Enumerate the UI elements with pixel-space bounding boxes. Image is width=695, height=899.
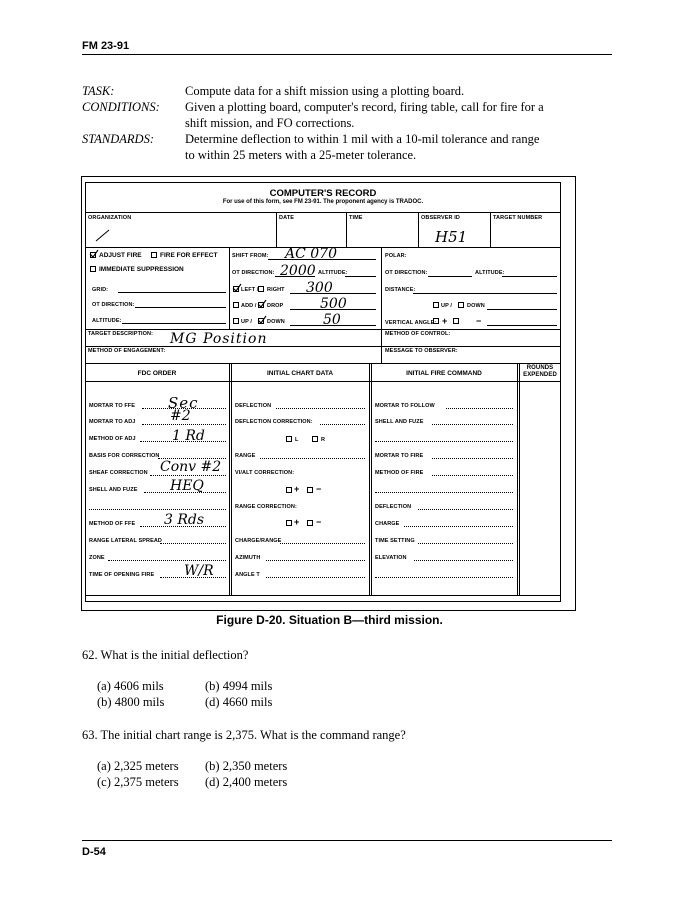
method-of-adj-value[interactable]: 1 Rd [172, 428, 205, 444]
method-of-control-label: METHOD OF CONTROL: [385, 331, 451, 337]
q63-option-a[interactable]: (a) 2,325 meters [97, 759, 179, 773]
method-of-fire-field[interactable] [432, 475, 513, 476]
down-right-checkbox[interactable] [458, 302, 464, 308]
divider [85, 363, 561, 364]
blank-fdc-field[interactable] [89, 509, 226, 510]
divider [229, 363, 230, 595]
sheaf-correction-label: SHEAF CORRECTION [89, 470, 148, 476]
altitude-mid-field[interactable] [345, 276, 376, 277]
valt-correction-label: VI/ALT CORRECTION: [235, 470, 295, 476]
ot-direction-mid-label: OT DIRECTION: [232, 270, 275, 276]
mortar-to-adj-value[interactable]: #2 [170, 408, 191, 424]
header-rule [82, 54, 612, 55]
ot-direction-right-label: OT DIRECTION: [385, 270, 428, 276]
standards-text-1: Determine deflection to within 1 mil with a 10-mil tolerance and range [185, 132, 540, 146]
form-title: COMPUTER'S RECORD [269, 188, 377, 199]
q62-option-c[interactable]: (b) 4800 mils [97, 695, 165, 709]
range-label: RANGE [235, 453, 256, 459]
expended-header: EXPENDED [523, 372, 557, 378]
sheaf-correction-value[interactable]: Conv #2 [160, 459, 222, 475]
altitude-right-label: ALTITUDE: [475, 270, 505, 276]
vertical-minus-sign: − [476, 316, 482, 326]
l-label: L [295, 437, 299, 443]
up-label: UP / [241, 319, 252, 325]
vertical-minus-checkbox[interactable] [453, 318, 459, 324]
shell-and-fuze-value[interactable]: HEQ [170, 478, 204, 494]
divider [381, 247, 382, 329]
add-checkbox[interactable] [233, 302, 239, 308]
q63-option-d[interactable]: (d) 2,400 meters [205, 775, 288, 789]
up-checkbox[interactable] [233, 318, 239, 324]
zone-label: ZONE [89, 555, 105, 561]
deflection-label: DEFLECTION [235, 403, 272, 409]
ot-direction-right-field[interactable] [428, 276, 472, 277]
range-lateral-spread-field[interactable] [160, 543, 226, 544]
observer-id-value[interactable]: H51 [435, 228, 468, 246]
range-minus-sign: − [316, 517, 322, 527]
ot-direction-field[interactable] [135, 307, 226, 308]
left-label: LEFT / [241, 287, 259, 293]
divider [229, 247, 230, 329]
q62-option-a[interactable]: (a) 4606 mils [97, 679, 164, 693]
check-mark-icon [89, 249, 99, 259]
valt-plus-checkbox[interactable] [286, 487, 292, 493]
altitude-right-field[interactable] [502, 276, 557, 277]
range-plus-checkbox[interactable] [286, 520, 292, 526]
mortar-to-adj-label: MORTAR TO ADJ [89, 419, 136, 425]
altitude-label: ALTITUDE: [92, 318, 122, 324]
charge-range-label: CHARGE/RANGE [235, 538, 282, 544]
footer-rule [82, 840, 612, 841]
divider [231, 363, 232, 595]
rounds-header: ROUNDS [526, 365, 554, 371]
down-right-label: DOWN [467, 303, 485, 309]
blank-fire-field[interactable] [375, 577, 513, 578]
q63-option-b[interactable]: (b) 2,350 meters [205, 759, 288, 773]
target-description-label: TARGET DESCRIPTION: [88, 331, 154, 337]
shift-from-value[interactable]: AC 070 [285, 246, 337, 262]
conditions-text-1: Given a plotting board, computer's record, firing table, call for fire for a [185, 100, 544, 114]
range-lateral-spread-label: RANGE LATERAL SPREAD [89, 538, 162, 544]
standards-text-2: to within 25 meters with a 25-meter tolerance. [185, 148, 417, 162]
right-label: RIGHT [267, 287, 285, 293]
zone-field[interactable] [108, 560, 226, 561]
r-label: R [321, 437, 326, 443]
conditions-label: CONDITIONS: [82, 100, 160, 114]
mortar-to-ffe-value[interactable]: Sec [168, 394, 199, 412]
up-right-label: UP / [441, 303, 452, 309]
polar-label: POLAR: [385, 253, 407, 259]
deflection-correction-field[interactable] [320, 424, 365, 425]
divider [418, 212, 419, 247]
mortar-to-fire-label: MORTAR TO FIRE [375, 453, 424, 459]
immediate-suppression-checkbox[interactable] [90, 266, 96, 272]
altitude-field[interactable] [122, 323, 226, 324]
q62-option-b[interactable]: (b) 4994 mils [205, 679, 273, 693]
shift-from-label: SHIFT FROM: [232, 253, 269, 259]
fire-for-effect-checkbox[interactable] [151, 252, 157, 258]
divider [85, 329, 561, 330]
pen-tick-mark [95, 228, 111, 242]
mortar-to-ffe-label: MORTAR TO FFE [89, 403, 136, 409]
header-title: FM 23-91 [82, 40, 130, 52]
question-62: 62. What is the initial deflection? [82, 648, 249, 662]
immediate-suppression-label: IMMEDIATE SUPPRESSION [99, 266, 184, 273]
mortar-to-adj-field[interactable] [142, 424, 226, 425]
deflection-correction-label: DEFLECTION CORRECTION: [235, 419, 313, 425]
divider [85, 381, 561, 382]
adjust-fire-label: ADJUST FIRE [99, 252, 142, 259]
initial-chart-data-header: INITIAL CHART DATA [266, 370, 334, 377]
fdc-order-header: FDC ORDER [137, 370, 177, 377]
vertical-angle-field[interactable] [487, 325, 557, 326]
angle-t-label: ANGLE T [235, 572, 260, 578]
standards-label: STANDARDS: [82, 132, 154, 146]
blank-fire-field[interactable] [375, 441, 513, 442]
page-number: D-54 [82, 846, 106, 858]
range-minus-checkbox[interactable] [307, 520, 313, 526]
time-of-opening-fire-value[interactable]: W/R [184, 563, 214, 579]
question-63: 63. The initial chart range is 2,375. What is the command range? [82, 728, 406, 742]
left-right-value[interactable]: 300 [306, 280, 333, 296]
method-of-adj-label: METHOD OF ADJ [89, 436, 136, 442]
observer-id-label: OBSERVER ID [421, 215, 460, 221]
altitude-mid-label: ALTITUDE: [318, 270, 348, 276]
fire-for-effect-label: FIRE FOR EFFECT [160, 252, 218, 259]
time-setting-label: TIME SETTING [375, 538, 415, 544]
q63-option-c[interactable]: (c) 2,375 meters [97, 775, 179, 789]
grid-label: GRID: [92, 287, 109, 293]
distance-label: DISTANCE: [385, 287, 416, 293]
blank-fire-field[interactable] [375, 492, 513, 493]
q62-option-d[interactable]: (d) 4660 mils [205, 695, 273, 709]
range-plus-sign: + [294, 517, 300, 527]
valt-plus-sign: + [294, 484, 300, 494]
divider [276, 212, 277, 247]
sheaf-correction-field[interactable] [150, 475, 226, 476]
angle-t-field[interactable] [266, 577, 365, 578]
charge-field[interactable] [404, 526, 513, 527]
grid-field[interactable] [118, 292, 226, 293]
range-correction-label: RANGE CORRECTION: [235, 504, 297, 510]
check-mark-icon [257, 315, 267, 325]
divider [490, 212, 491, 247]
valt-minus-sign: − [316, 484, 322, 494]
divider [85, 346, 561, 347]
deflection-field[interactable] [276, 408, 365, 409]
valt-minus-checkbox[interactable] [307, 487, 313, 493]
add-drop-value[interactable]: 500 [320, 296, 347, 312]
task-label: TASK: [82, 84, 115, 98]
time-of-opening-fire-label: TIME OF OPENING FIRE [89, 572, 155, 578]
range-field[interactable] [260, 458, 365, 459]
figure-caption: Figure D-20. Situation B—third mission. [216, 613, 443, 627]
fire-shell-and-fuze-field[interactable] [432, 424, 513, 425]
fire-deflection-label: DEFLECTION [375, 504, 412, 510]
elevation-label: ELEVATION [375, 555, 407, 561]
up-down-value[interactable]: 50 [323, 312, 341, 328]
basis-for-correction-label: BASIS FOR CORRECTION [89, 453, 160, 459]
add-label: ADD / [241, 303, 257, 309]
task-text: Compute data for a shift mission using a plotting board. [185, 84, 465, 98]
drop-label: DROP [267, 303, 284, 309]
mortar-to-follow-label: MORTAR TO FOLLOW [375, 403, 435, 409]
azimuth-field[interactable] [266, 560, 365, 561]
divider [346, 212, 347, 247]
up-right-checkbox[interactable] [433, 302, 439, 308]
check-mark-icon [257, 299, 267, 309]
ot-direction-value[interactable]: 2000 [280, 263, 316, 279]
method-of-ffe-label: METHOD OF FFE [89, 521, 136, 527]
time-label: TIME [349, 215, 363, 221]
date-label: DATE [279, 215, 294, 221]
vertical-plus-sign: + [442, 316, 448, 326]
elevation-field[interactable] [414, 560, 513, 561]
vertical-plus-checkbox[interactable] [433, 318, 439, 324]
distance-field[interactable] [413, 293, 557, 294]
organization-label: ORGANIZATION [88, 215, 132, 221]
charge-range-field[interactable] [280, 543, 365, 544]
right-correction-checkbox[interactable] [312, 436, 318, 442]
divider [85, 595, 561, 596]
mortar-to-fire-field[interactable] [432, 458, 513, 459]
initial-fire-command-header: INITIAL FIRE COMMAND [406, 370, 482, 377]
method-of-engagement-label: METHOD OF ENGAGEMENT: [88, 348, 166, 354]
method-of-ffe-value[interactable]: 3 Rds [164, 512, 205, 528]
ot-direction-label: OT DIRECTION: [92, 302, 135, 308]
time-setting-field[interactable] [418, 543, 513, 544]
divider [371, 363, 372, 595]
divider [517, 363, 518, 595]
charge-label: CHARGE [375, 521, 400, 527]
left-correction-checkbox[interactable] [286, 436, 292, 442]
vertical-angle-label: VERTICAL ANGLE: [385, 320, 437, 326]
conditions-text-2: shift mission, and FO corrections. [185, 116, 355, 130]
up-down-right-field[interactable] [487, 309, 557, 310]
right-checkbox[interactable] [258, 286, 264, 292]
shell-and-fuze-label: SHELL AND FUZE [89, 487, 138, 493]
azimuth-label: AZIMUTH [235, 555, 261, 561]
divider [519, 363, 520, 595]
form-subtitle: For use of this form, see FM 23-91. The proponent agency is TRADOC. [222, 199, 424, 205]
divider [369, 363, 370, 595]
down-label: DOWN [267, 319, 285, 325]
target-description-value[interactable]: MG Position [170, 331, 268, 347]
left-right-field[interactable] [290, 293, 376, 294]
mortar-to-follow-field[interactable] [446, 408, 513, 409]
message-to-observer-label: MESSAGE TO OBSERVER: [385, 348, 458, 354]
fire-shell-and-fuze-label: SHELL AND FUZE [375, 419, 424, 425]
target-number-label: TARGET NUMBER [493, 215, 543, 221]
fire-deflection-field[interactable] [418, 509, 513, 510]
method-of-fire-label: METHOD OF FIRE [375, 470, 424, 476]
